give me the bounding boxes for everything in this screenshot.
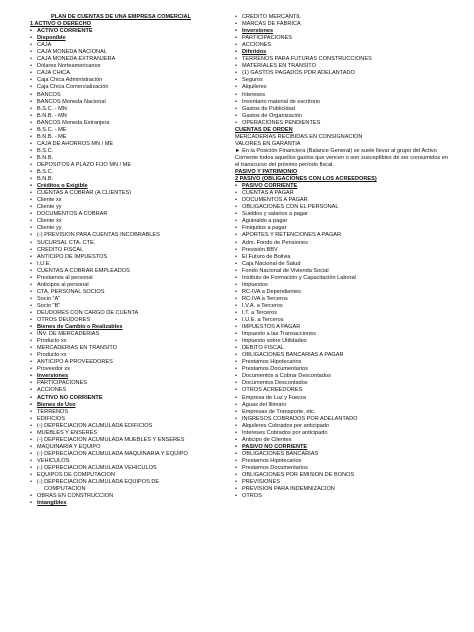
left-column-line: • B.N.B. [30, 155, 226, 162]
right-column-line: • Aguas del Illimani [235, 402, 450, 409]
right-column-line: • OTROS [235, 493, 450, 500]
right-column-line: • Caja Nacional de Salud [235, 261, 450, 268]
left-column-line: • DEUDORES CON CARGO DE CUENTA [30, 310, 226, 317]
right-column-line: • DEBITO FISCAL [235, 345, 450, 352]
right-column-line: • MATERIALES EN TRANSITO [235, 63, 450, 70]
left-column-line: • B.S.C. [30, 169, 226, 176]
right-column-line: • Sueldos y salarios a pagar [235, 211, 450, 218]
right-column-line: • DOCUMENTOS A PAGAR [235, 197, 450, 204]
right-column-line: • Instituto de Formación y Capacitación Laboral [235, 275, 450, 282]
left-column-line: • CREDITO FISCAL [30, 247, 226, 254]
right-column-line: • Aguinaldo a pagar [235, 218, 450, 225]
left-column [30, 14, 226, 507]
left-column-line: • BANCOS [30, 92, 226, 99]
right-column-line: • Prestamos Documentarios [235, 366, 450, 373]
left-column-line: • (-) DEPRECIACION ACUMULADA MUEBLES Y ENSERES [30, 437, 226, 444]
left-column-line: • (-) PREVISION PARA CUENTAS INCOBRABLES [30, 232, 226, 239]
left-column-line: • Caja Chica Administración [30, 77, 226, 84]
left-column-line: • Cliente yy [30, 225, 226, 232]
left-column-line: • CAJA DE AHORROS MN / ME [30, 141, 226, 148]
left-column-line: • (-) DEPRECIACION ACUMULADA VEHICULOS [30, 465, 226, 472]
left-column-line: • Dólares Norteamericanos [30, 63, 226, 70]
left-column-line: • PARTICIPACIONES [30, 380, 226, 387]
right-column-line: • Inversiones [235, 28, 450, 35]
left-column-line: • Bienes de Cambio o Realizables [30, 324, 226, 331]
right-column-line: • CUENTAS A PAGAR [235, 190, 450, 197]
right-column-line: • Anticipo de Clientes [235, 437, 450, 444]
right-column-line: • Prestamos Hipotecarios [235, 458, 450, 465]
left-column-line: • SUCURSAL CTA. CTE. [30, 240, 226, 247]
right-column-line: VALORES EN GARANTIA [235, 140, 301, 147]
right-column-line: • Seguros [235, 77, 450, 84]
right-column-line: • PARTICIPACIONES [235, 35, 450, 42]
right-column-line: • El Futuro de Bolivia [235, 254, 450, 261]
right-column-line: PASIVO Y PATRIMONIO [235, 169, 298, 176]
left-column-line: • MUEBLES Y ENSERES [30, 430, 226, 437]
left-column-line: • B.S.C. [30, 148, 226, 155]
document-page [30, 14, 450, 614]
left-column-line: • Disponible [30, 35, 226, 42]
left-column-line: • Caja Chica Comercialización [30, 84, 226, 91]
left-column-line: • Proveedor xx [30, 366, 226, 373]
left-column-line: • ACTIVO NO CORRIENTE [30, 395, 226, 402]
right-column-line: • I.U.E. a Terceros [235, 317, 450, 324]
left-column-line: • OBRAS EN CONSTRUCCION [30, 493, 226, 500]
right-column-line: • (1) GASTOS PAGADOS POR ADELANTADO [235, 70, 450, 77]
right-column-line: • PASIVO NO CORRIENTE [235, 444, 450, 451]
right-column-line: • OBLIGACIONES POR EMISION DE BONOS [235, 472, 450, 479]
right-column-line: • PREVISIONES [235, 479, 450, 486]
left-column-line: • Producto xx [30, 352, 226, 359]
left-column-line: • Socio "B" [30, 303, 226, 310]
left-column-line: • Inversiones [30, 373, 226, 380]
right-column-line: • OBLIGACIONES BANCARIAS A PAGAR [235, 352, 450, 359]
right-column-line: • OBLIGACIONES CON EL PERSONAL [235, 204, 450, 211]
left-column-line: • Bienes de Uso [30, 402, 226, 409]
right-column-line: • Empresa de Luz y Fuerza [235, 395, 450, 402]
left-column-line: • Socio "A" [30, 296, 226, 303]
left-column-line: • MERCADERIAS EN TRANSITO [30, 345, 226, 352]
left-column-line: • Prestamos al personal [30, 275, 226, 282]
right-column-line: • Finiquitos a pagar [235, 225, 450, 232]
right-column-line: • Alquileres [235, 84, 450, 91]
left-column-line: • Intangibles [30, 500, 226, 507]
right-column-line: • TERRENOS PARA FUTURAS CONSTRUCCIONES [235, 56, 450, 63]
right-column-line: • I.V.A. a Terceros [235, 303, 450, 310]
left-column-line: • CTA. PERSONAL SOCIOS [30, 289, 226, 296]
left-column-line: • Anticipos al personal [30, 282, 226, 289]
right-column-line: • Inventario material de escritorio [235, 99, 450, 106]
left-column-line: • EDIFICIOS [30, 416, 226, 423]
left-column-line: • B.S.C. - MN [30, 106, 226, 113]
right-column-line: • Adm. Fondo de Pensiones [235, 240, 450, 247]
right-column-line: MERCADERIAS RECIBIDAS EN CONSIGNACION [235, 133, 363, 140]
left-column-line: • CAJA [30, 42, 226, 49]
right-column-line: • Alquileres Cobrados por anticipado [235, 423, 450, 430]
left-column-line: • ACTIVO CORRIENTE [30, 28, 226, 35]
right-column-line: • INGRESOS COBRADOS POR ADELANTADO [235, 416, 450, 423]
right-column-line: • RC-IVA a Terceros [235, 296, 450, 303]
left-column-line: • BANCOS Moneda Extranjera [30, 120, 226, 127]
left-column-line: 1 ACTIVO O DERECHO [30, 21, 92, 28]
left-column-line: • B.S.C. - ME [30, 127, 226, 134]
right-column-line: • Intereses [235, 92, 450, 99]
left-column-line: • Producto xx [30, 338, 226, 345]
left-column-line: • OTROS DEUDORES [30, 317, 226, 324]
left-column-line: • CUENTAS A COBRAR (A CLIENTES) [30, 190, 226, 197]
left-column-line: • DOCUMENTOS A COBRAR [30, 211, 226, 218]
left-column-line: • DEPOSITOS A PLAZO FIJO MN / ME [30, 162, 226, 169]
right-column-line: • OBLIGACIONES BANCARIAS [235, 451, 450, 458]
left-column-line: • ACCIONES [30, 387, 226, 394]
left-column-line: • BANCOS Moneda Nacional [30, 99, 226, 106]
left-column-line: • B.N.B. - ME [30, 134, 226, 141]
left-column-line: COMPUTACION [44, 486, 86, 493]
left-column-line: • I.U.E. [30, 261, 226, 268]
right-column-line: • OTROS ACREEDORES [235, 387, 450, 394]
right-column-line: • Prestamos Documentarios [235, 465, 450, 472]
right-column-line: • Diferidos [235, 49, 450, 56]
left-column-line: • (-) DEPRECIACION ACUMULADA EDIFICIOS [30, 423, 226, 430]
right-column-line: • Intereses Cobrados por anticipado [235, 430, 450, 437]
right-column-line: • IMPUESTOS A PAGAR [235, 324, 450, 331]
right-column-line: • Impuesto a las Transacciones [235, 331, 450, 338]
right-column-line: • APORTES Y RETENCIONES A PAGAR [235, 232, 450, 239]
left-column-line: • (-) DEPRECIACION ACUMULADA MAQUINARIA Y EQUIPO [30, 451, 226, 458]
right-column-line: • Fondo Nacional de Vivienda Social [235, 268, 450, 275]
left-column-line: • Cliente yy [30, 204, 226, 211]
left-column-line: • ANTICIPO DE IMPUESTOS [30, 254, 226, 261]
right-column-line: • OPERACIONES PENDIENTES [235, 120, 450, 127]
left-column-line: • Cliente xx [30, 218, 226, 225]
left-column-line: • B.N.B. - MN [30, 113, 226, 120]
right-column-line: ► En la Posición Financiera (Balance General) se suele llevar al grupo del Activo Corriente todos aquellos gastos que vencen o son susceptibles de ser consumidos en el transcurso del próximo período fiscal. [235, 147, 449, 168]
left-column-line: • CAJA CHICA [30, 70, 226, 77]
right-column-line: • Documentos a Cobrar Descontados [235, 373, 450, 380]
right-column-line: • PREVISION PARA INDEMNIZACION [235, 486, 450, 493]
left-column-line: • MAQUINARIA Y EQUIPO [30, 444, 226, 451]
right-column-line: • CREDITO MERCANTIL [235, 14, 450, 21]
right-column-line: • RC-IVA a Dependientes [235, 289, 450, 296]
left-column-line: • Cliente xx [30, 197, 226, 204]
right-column-line: • Previsión BBV [235, 247, 450, 254]
left-column-line: • B.N.B. [30, 176, 226, 183]
left-column-line: • (-) DEPRECIACION ACUMULADA EQUIPOS DE [30, 479, 226, 486]
right-column-line: CUENTAS DE ORDEN [235, 126, 293, 133]
left-column-line: • INV. DE MERCADERIAS [30, 331, 226, 338]
right-column [235, 14, 450, 500]
right-column-line: • Impuesto sobre Utilidades [235, 338, 450, 345]
right-column-line: • Gastos de Organización [235, 113, 450, 120]
left-column-line: • CUENTAS A COBRAR EMPLEADOS [30, 268, 226, 275]
left-column-line: • TERRENOS [30, 409, 226, 416]
left-column-line: • CAJA MONEDA NACIONAL [30, 49, 226, 56]
right-column-line: • PASIVO CORRIENTE [235, 183, 450, 190]
left-column-line: • CAJA MONEDA EXTRANJERA [30, 56, 226, 63]
right-column-line: • Documentos Descontados [235, 380, 450, 387]
left-column-line: • Créditos o Exigible [30, 183, 226, 190]
left-column-line: • ANTICIPO A PROVEEDORES [30, 359, 226, 366]
right-column-line: • MARCAS DE FABRICA [235, 21, 450, 28]
right-column-line: • Prestamos Hipotecarios [235, 359, 450, 366]
right-column-line: 2 PASIVO (OBLIGACIONES CON LOS ACREEDORES) [235, 176, 377, 183]
left-column-line: • EQUIPOS DE COMPUTACION [30, 472, 226, 479]
right-column-line: • I.T. a Terceros [235, 310, 450, 317]
right-column-line: • ACCIONES [235, 42, 450, 49]
left-column-line: • VEHICULOS [30, 458, 226, 465]
right-column-line: • Impuestos [235, 282, 450, 289]
right-column-line: • Empresas de Transporte, etc. [235, 409, 450, 416]
left-column-line: PLAN DE CUENTAS DE UNA EMPRESA COMERCIAL [51, 14, 191, 20]
right-column-line: • Gastos de Publicidad [235, 106, 450, 113]
